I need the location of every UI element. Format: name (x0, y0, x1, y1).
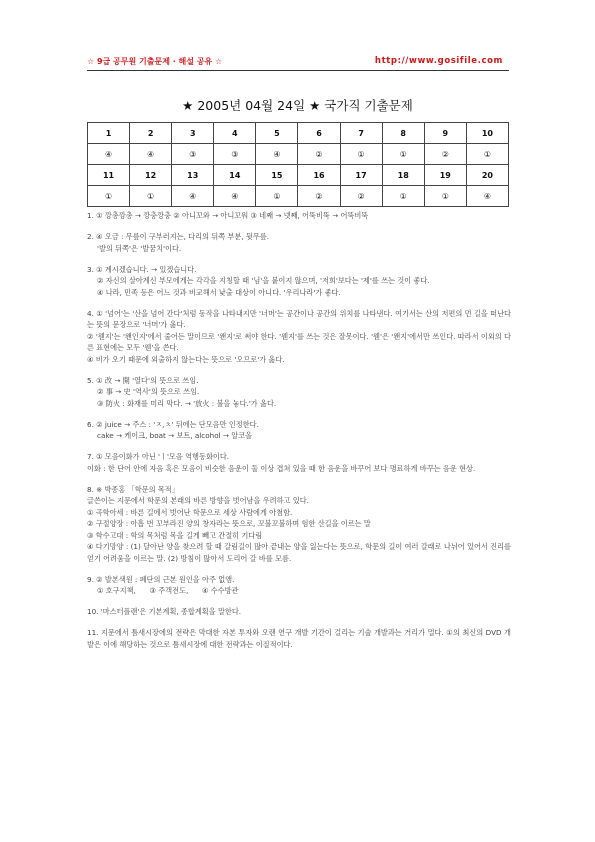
answer-cell: ② (298, 186, 340, 207)
answer-cell: ② (424, 144, 466, 165)
answer-cell: ④ (88, 144, 130, 165)
explanation-line: ③ 학수고대 : 학의 목처럼 목을 길게 빼고 간절히 기다림 (87, 530, 263, 540)
answer-cell: ② (298, 144, 340, 165)
question-number-cell: 18 (382, 165, 424, 186)
answer-cell: ④ (256, 144, 298, 165)
answer-cell: ④ (214, 186, 256, 207)
question-number-cell: 7 (340, 123, 382, 144)
header-divider (87, 70, 509, 71)
header-left-text: ☆ 9급 공무원 기출문제 · 해설 공유 ☆ (87, 57, 223, 66)
question-number-cell: 4 (214, 123, 256, 144)
explanation-line: cake → 케이크, boat → 보트, alcohol → 알코올 (97, 431, 253, 440)
question-number-cell: 15 (256, 165, 298, 186)
answer-table (87, 122, 509, 207)
answer-table-number-row-2 (88, 165, 509, 186)
question-number-cell: 10 (466, 123, 508, 144)
answer-cell: ③ (214, 144, 256, 165)
explanation-line: 6. ② juice → 주스 : 'ㅈ,ㅊ' 뒤에는 단모음만 인정한다. (87, 419, 259, 429)
answer-table-number-row-1 (88, 123, 509, 144)
explanation-line: ④ 비가 오기 때문에 외출하지 않는다는 뜻으로 '오므로'가 옳다. (87, 354, 285, 364)
answer-cell: ① (88, 186, 130, 207)
answer-cell: ④ (130, 144, 172, 165)
question-number-cell: 11 (88, 165, 130, 186)
question-number-cell: 16 (298, 165, 340, 186)
explanation-8 (87, 484, 511, 565)
explanation-line: 7. ① 모음이화가 아닌 'ㅣ'모음 역행동화이다. (87, 452, 230, 461)
explanation-6 (87, 419, 511, 442)
answer-cell: ① (382, 144, 424, 165)
question-number-cell: 3 (172, 123, 214, 144)
explanation-line: 3. ① 계시겠습니다. → 있겠습니다. (87, 264, 197, 274)
explanation-10 (87, 606, 511, 618)
question-number-cell: 19 (424, 165, 466, 186)
explanation-line: ① 곡학아세 : 바른 길에서 벗어난 학문으로 세상 사람에게 아첨함. (87, 507, 293, 517)
explanation-4 (87, 308, 511, 366)
answer-table-answer-row-2 (88, 186, 509, 207)
answer-cell: ① (256, 186, 298, 207)
explanation-line: ① 호구지책, ③ 주객전도, ④ 수수방관 (97, 586, 239, 595)
question-number-cell: 1 (88, 123, 130, 144)
explanation-line: ④ 다기망양 : (1) 달아난 양을 찾으려 할 때 갈림길이 많아 끝내는 양을 잃는다는 뜻으로, 학문의 길이 여러 갈래로 나뉘어 있어서 진리를 얻기 어려움을 이르는 말. (2) 방침이 많아서 도리어 갈 바를 모름. (87, 542, 511, 563)
explanation-line: 11. 지문에서 틈새시장에의 전략은 막대한 자본 투자와 오랜 연구 개발 기간이 걸리는 기술 개발과는 거리가 멀다. ①의 최신의 DVD 개발은 이에 해당하는 것으로 틈새시장에 대한 전략과는 이질적이다. (87, 628, 511, 649)
explanation-line: '발의 뒤쪽'은 '발꿈치'이다. (97, 243, 182, 253)
explanation-line: 4. ① '넘어'는 '산을 넘어 간다'처럼 동작을 나타내지만 '너머'는 공간이나 공간의 위치를 나타낸다. 여기서는 산의 저편의 먼 길을 떠난다는 뜻의 문장으로 '너머'가 옳다. (87, 308, 511, 329)
explanation-1 (87, 210, 511, 222)
explanation-9 (87, 574, 511, 597)
question-number-cell: 17 (340, 165, 382, 186)
explanations (87, 210, 511, 660)
explanation-line: ② '웬지'는 '왠인지'에서 줄어든 말이므로 '왠지'로 써야 한다. '웬지'를 쓰는 것은 잘못이다. '웬'은 '왠지'에서만 쓰인다. 따라서 이외의 다른 표현에는 모두 '웬'을 쓴다. (87, 331, 511, 352)
answer-cell: ③ (172, 144, 214, 165)
explanation-line: ③ 防火 : 화재를 미리 막다. → '放火 : 불을 놓다.'가 옳다. (97, 398, 277, 408)
question-number-cell: 6 (298, 123, 340, 144)
question-number-cell: 20 (466, 165, 508, 186)
question-number-cell: 5 (256, 123, 298, 144)
explanation-11 (87, 627, 511, 650)
explanation-line: ② 事 → 史 '역사'의 뜻으로 쓰임. (97, 387, 200, 396)
header-url-link[interactable]: http://www.gosifile.com (374, 56, 503, 66)
answer-cell: ① (130, 186, 172, 207)
question-number-cell: 8 (382, 123, 424, 144)
explanation-line: 이화 : 한 단어 안에 자음 혹은 모음이 비슷한 음운이 둘 이상 겹쳐 있을 때 한 음운을 바꾸어 보다 명료하게 바꾸는 음운 현상. (87, 463, 476, 473)
explanation-line: 글쓴이는 지문에서 학문의 본래의 바른 방향을 벗어남을 우려하고 있다. (87, 496, 309, 505)
page-title: ★ 2005년 04월 24일 ★ 국가직 기출문제 (182, 98, 413, 113)
answer-cell: ④ (172, 186, 214, 207)
explanation-line: 8. ※ 박종홍 「학문의 목적」 (87, 484, 179, 494)
explanation-line: 5. ① 改 → 開 '열다'의 뜻으로 쓰임. (87, 375, 199, 385)
question-number-cell: 2 (130, 123, 172, 144)
explanation-line: ④ 나라, 민족 등은 어느 것과 비교해서 낮출 대상이 아니다. '우리나라'가 좋다. (97, 287, 341, 297)
question-number-cell: 13 (172, 165, 214, 186)
explanation-5 (87, 375, 511, 410)
question-number-cell: 14 (214, 165, 256, 186)
answer-cell: ① (340, 144, 382, 165)
answer-cell: ① (382, 186, 424, 207)
question-number-cell: 12 (130, 165, 172, 186)
answer-table-answer-row-1 (88, 144, 509, 165)
explanation-7 (87, 451, 511, 474)
explanation-line: 1. ① 깡총깡총 → 깡충깡충 ② 아니꼬와 → 아니꼬워 ③ 네째 → 넷째, 어뚝비뚝 → 어뚝비뚝 (87, 211, 369, 220)
explanation-2 (87, 231, 511, 254)
answer-cell: ② (340, 186, 382, 207)
explanation-line: 2. ④ 오금 : 무릎이 구부러지는, 다리의 뒤쪽 부분, 뒷무릎. (87, 232, 270, 241)
explanation-line: 9. ② 발본색원 : 폐단의 근본 원인을 아주 없앰. (87, 574, 235, 584)
question-number-cell: 9 (424, 123, 466, 144)
answer-cell: ① (466, 144, 508, 165)
explanation-line: ② 구절양장 : 아홉 번 꼬부라진 양의 창자라는 뜻으로, 꼬불꼬불하며 험한 산길을 이르는 말 (87, 519, 371, 528)
explanation-line: 10. '마스터플랜'은 기본계획, 종합계획을 말한다. (87, 607, 242, 616)
answer-cell: ① (424, 186, 466, 207)
explanation-line: ② 자신의 살아계신 부모에게는 각각을 지칭할 때 '님'을 붙이지 않으며, '저희'보다는 '제'를 쓰는 것이 좋다. (97, 276, 430, 285)
answer-cell: ④ (466, 186, 508, 207)
explanation-3 (87, 264, 511, 299)
